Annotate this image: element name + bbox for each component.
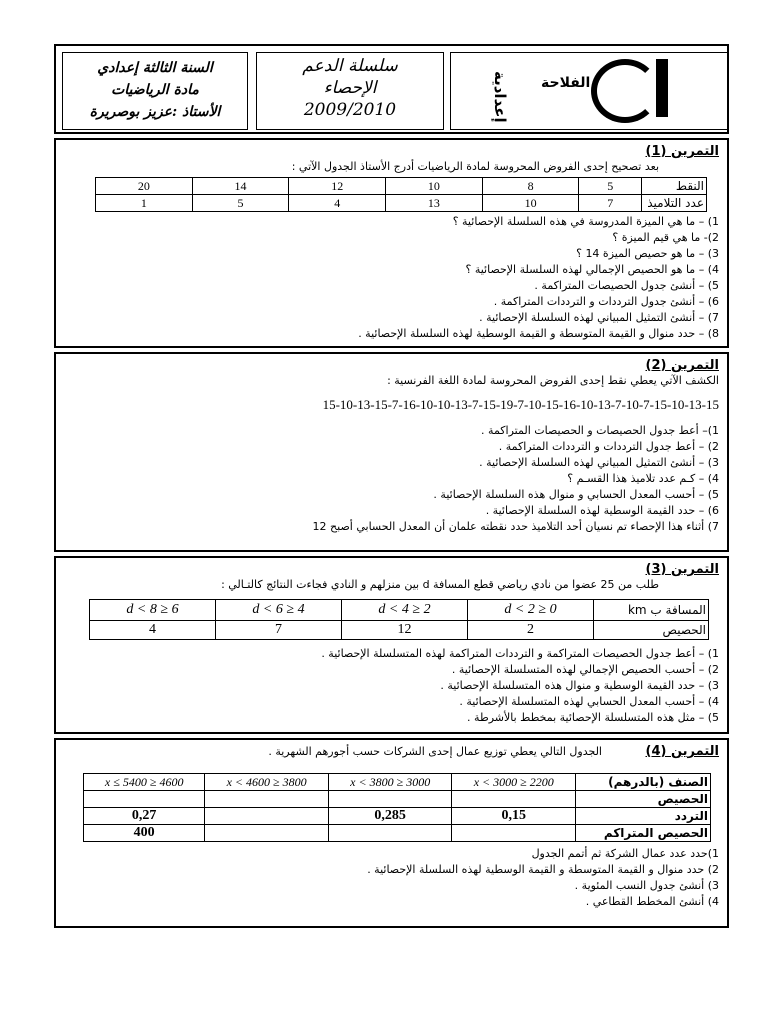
exercise-2-intro: الكشف الآتي يعطي نقط إحدى الفروض المحروسة لمادة اللغة الفرنسية : — [387, 374, 719, 387]
question-item: 8) – حدد منوال و القيمة المتوسطة و القيمة الوسطية لهذه السلسلة الإحصائية . — [358, 327, 719, 340]
table-cell: 0 ≤ d < 2 — [468, 600, 594, 621]
question-item: 3) – ما هو حصيص الميزة 14 ؟ — [576, 247, 719, 260]
table-cell — [328, 791, 452, 808]
exercise-3 — [54, 556, 729, 734]
question-item: 4) – أحسب المعدل الحسابي لهذه المتسلسلة الإحصائية . — [459, 695, 719, 708]
subject: مادة الرياضيات — [111, 82, 199, 98]
table-cell: 4 ≤ d < 6 — [216, 600, 342, 621]
question-item: 6) – أنشئ جدول الترددات و الترددات المتراكمة . — [493, 295, 719, 308]
exercise-3-questions — [64, 646, 719, 726]
table-row-label: الحصيص المتراكم — [576, 825, 711, 842]
question-item: 5) – مثل هذه المتسلسلة الإحصائية بمخطط بالأشرطة . — [467, 711, 719, 724]
table-cell — [205, 825, 329, 842]
table-cell: 6 ≤ d < 8 — [90, 600, 216, 621]
table-cell: 0,285 — [328, 808, 452, 825]
logo-vertical-text: إعدادية — [491, 71, 509, 123]
question-item: 4) – كـم عدد تلاميذ هذا القسـم ؟ — [567, 472, 719, 485]
table-row-label: التردد — [576, 808, 711, 825]
table-cell: 20 — [96, 178, 193, 195]
series-title: سلسلة الدعم — [302, 56, 398, 76]
question-item: 4) أنشئ المخطط القطاعي . — [585, 895, 719, 908]
table-cell: 7 — [579, 195, 642, 212]
table-row — [84, 774, 711, 791]
exercise-4-questions — [64, 846, 719, 910]
table-row-label: النقط — [642, 178, 707, 195]
table-cell: 4600 ≤ x ≤ 5400 — [84, 774, 205, 791]
exercise-2-questions — [64, 423, 719, 535]
question-item: 7) – أنشئ التمثيل المبياني لهذه السلسلة الإحصائية . — [479, 311, 719, 324]
table-cell — [205, 808, 329, 825]
exercise-4-intro: الجدول التالي يعطي توزيع عمال إحدى الشركات حسب أجورهم الشهرية . — [268, 745, 602, 758]
table-cell: 13 — [386, 195, 483, 212]
table-cell — [205, 791, 329, 808]
table-row-label: الحصيص — [594, 621, 709, 640]
table-cell: 10 — [482, 195, 579, 212]
table-cell — [84, 791, 205, 808]
header-class-info — [62, 52, 248, 130]
logo-bar-shape — [656, 59, 668, 117]
table-row — [90, 600, 709, 621]
exercise-3-intro: طلب من 25 عضوا من نادي رياضي قطع المسافة d بين منزلهم و النادي فجاءت النتائج كالتـالي : — [221, 578, 659, 591]
table-row — [84, 808, 711, 825]
table-row — [90, 621, 709, 640]
question-item: 2) حدد منوال و القيمة المتوسطة و القيمة الوسطية لهذه السلسلة الإحصائية . — [367, 863, 719, 876]
table-cell — [452, 825, 576, 842]
table-cell: 0,27 — [84, 808, 205, 825]
teacher-name: الأستاذ :عزيز بوصريرة — [89, 104, 221, 120]
table-cell: 5 — [579, 178, 642, 195]
table-row-label: الصنف (بالدرهم) — [576, 774, 711, 791]
question-item: 2)- ما هي قيم الميزة ؟ — [612, 231, 719, 244]
table-cell: 4 — [90, 621, 216, 640]
table-cell: 3800 ≤ x < 4600 — [205, 774, 329, 791]
table-cell: 10 — [386, 178, 483, 195]
question-item: 7) أثناء هذا الإحصاء تم نسيان أحد التلاميذ حدد نقطته علمان أن المعدل الحسابي أصبح 12 — [312, 520, 719, 533]
table-cell: 5 — [192, 195, 289, 212]
exercise-3-title: التمرين (3) — [645, 562, 719, 577]
question-item: 2) – أحسب الحصيص الإجمالي لهذه المتسلسلة الإحصائية . — [451, 663, 719, 676]
exercise-1-intro: بعد تصحيح إحدى الفروض المحروسة لمادة الرياضيات أدرج الأستاذ الجدول الآتي : — [291, 160, 659, 173]
worksheet-page — [54, 44, 729, 928]
table-cell: 2 — [468, 621, 594, 640]
question-item: 4) – ما هو الحصيص الإجمالي لهذه السلسلة الإحصائية ؟ — [465, 263, 719, 276]
table-cell: 12 — [289, 178, 386, 195]
table-cell: 8 — [482, 178, 579, 195]
series-topic: الإحصاء — [323, 78, 377, 98]
grades-sequence: 15-10-13-15-7-16-10-10-13-7-15-19-7-10-15-16-10-13-7-10-7-15-10-13-15 — [322, 397, 719, 412]
logo-text: الفلاحة — [541, 75, 591, 91]
question-item: 6) – حدد القيمة الوسطية لهذه السلسلة الإحصائية . — [485, 504, 719, 517]
school-logo — [450, 52, 728, 130]
grade-level: السنة الثالثة إعدادي — [97, 60, 213, 76]
table-row — [96, 178, 707, 195]
exercise-4-title: التمرين (4) — [645, 744, 719, 759]
question-item: 3) – أنشئ التمثيل المبياني لهذه السلسلة الإحصائية . — [479, 456, 719, 469]
table-row-label: عدد التلاميذ — [642, 195, 707, 212]
table-cell: 2 ≤ d < 4 — [342, 600, 468, 621]
table-row — [96, 195, 707, 212]
exercise-1 — [54, 138, 729, 348]
question-item: 1) – أعط جدول الحصيصات المتراكمة و الترددات المتراكمة لهذه المتسلسلة الإحصائية . — [321, 647, 719, 660]
exercise-2 — [54, 352, 729, 552]
question-item: 1)حدد عدد عمال الشركة ثم أتمم الجدول — [531, 847, 719, 860]
question-item: 2) – أعط جدول الترددات و الترددات المتراكمة . — [498, 440, 719, 453]
exercise-1-title: التمرين (1) — [645, 144, 719, 159]
exercise-1-table — [95, 177, 707, 212]
table-cell: 1 — [96, 195, 193, 212]
exercise-2-title: التمرين (2) — [645, 358, 719, 373]
exercise-4 — [54, 738, 729, 928]
question-item: 1)– أعط جدول الحصيصات و الحصيصات المتراكمة . — [481, 424, 719, 437]
exercise-3-table — [89, 599, 709, 640]
question-item: 5) – أحسب المعدل الحسابي و منوال هذه السلسلة الإحصائية . — [433, 488, 719, 501]
question-item: 5) – أنشئ جدول الحصيصات المتراكمة . — [534, 279, 719, 292]
table-cell — [328, 825, 452, 842]
worksheet-header — [54, 44, 729, 134]
question-item: 3) – حدد القيمة الوسطية و منوال هذه المتسلسلة الإحصائية . — [440, 679, 719, 692]
table-cell: 2200 ≤ x < 3000 — [452, 774, 576, 791]
question-item: 1) – ما هي الميزة المدروسة في هذه السلسلة الإحصائية ؟ — [452, 215, 719, 228]
school-year: 2009/2010 — [303, 100, 397, 120]
table-cell — [452, 791, 576, 808]
table-row — [84, 825, 711, 842]
table-cell: 0,15 — [452, 808, 576, 825]
question-item: 3) أنشئ جدول النسب المئوية . — [574, 879, 719, 892]
exercise-1-questions — [64, 214, 719, 342]
table-cell: 7 — [216, 621, 342, 640]
exercise-4-heading — [64, 744, 719, 759]
table-row-label: المسافة ب km — [594, 600, 709, 621]
table-cell: 4 — [289, 195, 386, 212]
table-cell: 12 — [342, 621, 468, 640]
exercise-4-table — [83, 773, 711, 842]
table-cell: 3000 ≤ x < 3800 — [328, 774, 452, 791]
table-row — [84, 791, 711, 808]
logo-arc-shape — [591, 59, 659, 123]
table-cell: 400 — [84, 825, 205, 842]
table-cell: 14 — [192, 178, 289, 195]
header-series-info — [256, 52, 444, 130]
table-row-label: الحصيص — [576, 791, 711, 808]
